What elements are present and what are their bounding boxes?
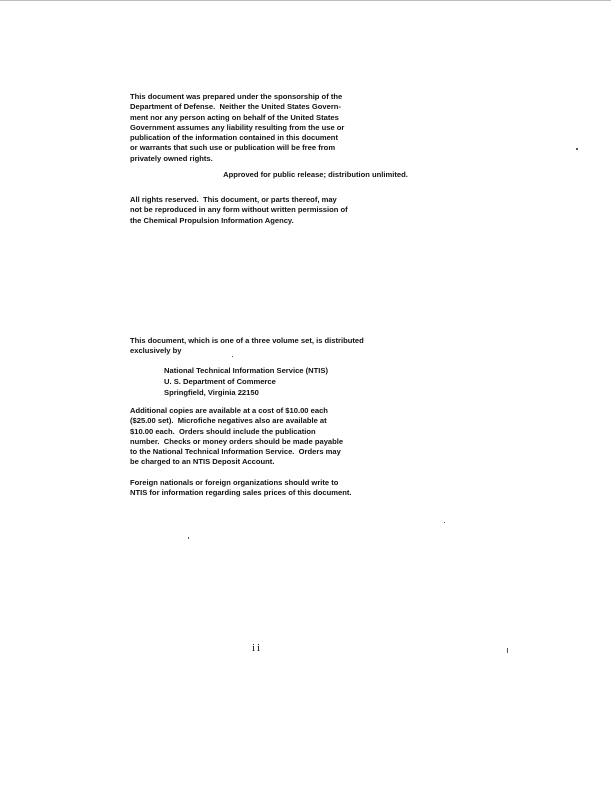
text-line: or warrants that such use or publication will be free from [130, 143, 336, 153]
text-line: NTIS for information regarding sales prices of this document. [130, 488, 352, 498]
scan-speck [576, 148, 578, 150]
text-line: Foreign nationals or foreign organizations should write to [130, 478, 339, 487]
ntis-address [164, 365, 328, 399]
scan-speck [444, 522, 445, 523]
text-line: publication of the information contained in this document [130, 133, 338, 143]
page-number: ii [252, 642, 263, 654]
text-line: number. Checks or money orders should be made payable [130, 436, 344, 446]
scan-speck [507, 648, 508, 653]
text-line: Government assumes any liability resulting from the use or [130, 122, 345, 132]
text-line: Department of Defense. Neither the United States Govern- [130, 102, 341, 112]
top-rule [0, 0, 611, 1]
text-line: $10.00 each. Orders should include the publication [130, 426, 316, 436]
text-line: be charged to an NTIS Deposit Account. [130, 457, 275, 467]
address-line: Springfield, Virginia 22150 [164, 388, 259, 398]
address-line: National Technical Information Service (NTIS) [164, 366, 328, 375]
text-line: ($25.00 set). Microfiche negatives also are available at [130, 416, 327, 426]
rights-paragraph [130, 195, 410, 226]
address-line: U. S. Department of Commerce [164, 377, 276, 387]
text-line: This document was prepared under the sponsorship of the [130, 92, 343, 101]
text-line: to the National Technical Information Service. Orders may [130, 447, 341, 457]
text-line: ment nor any person acting on behalf of the United States [130, 112, 339, 122]
foreign-paragraph [130, 478, 410, 499]
scan-speck [232, 356, 233, 357]
sponsorship-paragraph [130, 92, 410, 164]
text-line: not be reproduced in any form without written permission of [130, 205, 348, 215]
text-line: This document, which is one of a three volume set, is distributed [130, 336, 364, 345]
distribution-paragraph [130, 336, 410, 357]
text-line: the Chemical Propulsion Information Agency. [130, 215, 294, 225]
text-line: privately owned rights. [130, 153, 213, 163]
copies-paragraph [130, 406, 410, 468]
text-line: Additional copies are available at a cost of $10.00 each [130, 406, 328, 415]
approval-statement: Approved for public release; distribution unlimited. [223, 170, 408, 179]
text-line: All rights reserved. This document, or parts thereof, may [130, 195, 337, 204]
scan-speck [188, 537, 189, 539]
text-line: exclusively by [130, 346, 182, 356]
